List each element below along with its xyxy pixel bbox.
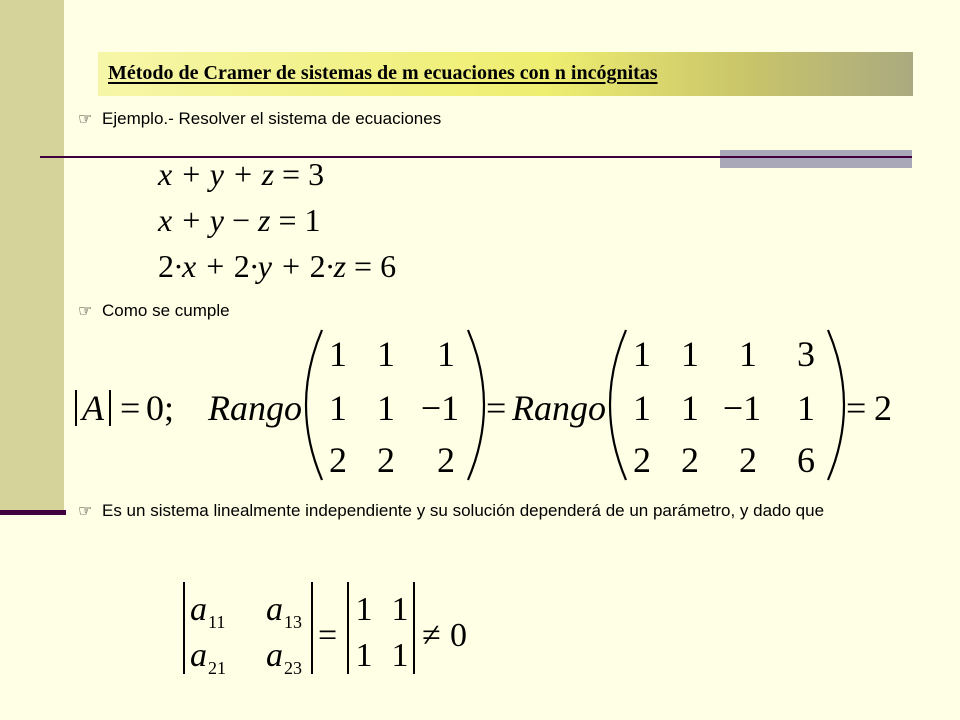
svg-text:a: a <box>190 591 207 628</box>
svg-text:1: 1 <box>633 388 651 428</box>
svg-text:3: 3 <box>797 334 815 374</box>
equation-3: 2·x + 2·y + 2·z = 6 <box>158 248 397 284</box>
svg-text:1: 1 <box>633 334 651 374</box>
svg-text:23: 23 <box>284 658 302 678</box>
svg-text:1: 1 <box>355 637 373 674</box>
svg-text:1: 1 <box>797 388 815 428</box>
svg-text:2: 2 <box>329 440 347 480</box>
minor-statement <box>176 576 496 680</box>
svg-text:a: a <box>190 637 207 674</box>
svg-text:=: = <box>846 388 867 428</box>
bullet-text: Ejemplo.- Resolver el sistema de ecuaciones <box>102 109 442 128</box>
bullet-example <box>78 104 938 134</box>
minor-symbol-matrix <box>190 591 302 678</box>
svg-text:1: 1 <box>329 334 347 374</box>
svg-text:2: 2 <box>633 440 651 480</box>
pointing-hand-icon: ☞ <box>78 301 93 320</box>
svg-text:1: 1 <box>437 334 455 374</box>
svg-text:1: 1 <box>391 591 409 628</box>
matrix-a <box>329 334 459 480</box>
svg-text:1: 1 <box>739 334 757 374</box>
svg-text:a: a <box>266 591 283 628</box>
bullet-linealmente-independiente <box>78 496 938 558</box>
svg-text:1: 1 <box>355 591 373 628</box>
svg-text:1: 1 <box>681 334 699 374</box>
svg-text:a: a <box>266 637 283 674</box>
svg-text:−1: −1 <box>420 388 460 428</box>
svg-text:=: = <box>318 617 338 654</box>
svg-text:21: 21 <box>208 658 226 678</box>
title-bar <box>98 52 913 96</box>
svg-text:−1: −1 <box>722 388 762 428</box>
divider-accent <box>720 150 912 168</box>
svg-text:1: 1 <box>377 334 395 374</box>
pointing-hand-icon: ☞ <box>78 109 93 128</box>
svg-text:=: = <box>120 388 141 428</box>
equation-1: x + y + z = 3 <box>158 156 325 192</box>
svg-text:2: 2 <box>739 440 757 480</box>
svg-text:;: ; <box>164 388 175 428</box>
svg-text:≠: ≠ <box>422 617 441 654</box>
rango-label-1: Rango <box>208 388 302 428</box>
matrix-augmented <box>633 334 815 480</box>
left-decor-rule <box>0 510 66 515</box>
pointing-hand-icon: ☞ <box>78 501 93 520</box>
equation-2: x + y − z = 1 <box>158 202 321 238</box>
svg-text:2: 2 <box>681 440 699 480</box>
rank-statement <box>60 326 920 484</box>
bullet-text: Es un sistema linealmente independiente y su solución dependerá de un parámetro, y dado que <box>102 501 825 520</box>
svg-text:1: 1 <box>391 637 409 674</box>
minor-result: 0 <box>450 617 467 654</box>
svg-text:1: 1 <box>329 388 347 428</box>
rank-value: 2 <box>874 388 892 428</box>
svg-text:=: = <box>486 388 507 428</box>
bullet-como-se-cumple <box>78 296 938 326</box>
svg-text:1: 1 <box>681 388 699 428</box>
bullet-text: Como se cumple <box>102 301 230 320</box>
slide-title: Método de Cramer de sistemas de m ecuaciones con n incógnitas <box>108 62 658 84</box>
svg-text:13: 13 <box>284 612 302 632</box>
minor-value-matrix <box>356 591 409 674</box>
svg-text:11: 11 <box>208 612 226 632</box>
det-value: 0 <box>146 388 164 428</box>
rango-label-2: Rango <box>512 388 606 428</box>
svg-text:6: 6 <box>797 440 815 480</box>
svg-text:2: 2 <box>437 440 455 480</box>
det-label: A <box>82 388 104 428</box>
svg-text:2: 2 <box>377 440 395 480</box>
svg-text:1: 1 <box>377 388 395 428</box>
left-decor-band <box>0 0 64 515</box>
